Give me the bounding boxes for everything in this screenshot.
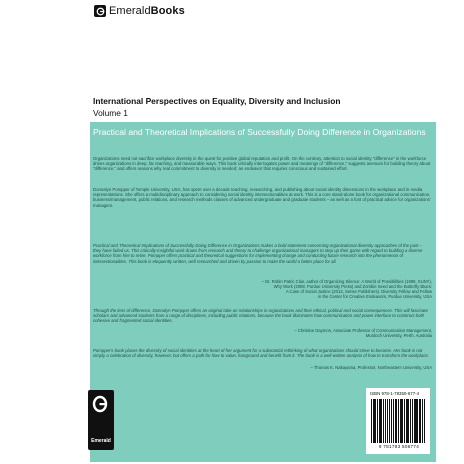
review-attribution-3 bbox=[132, 365, 432, 370]
series-volume: Volume 1 bbox=[93, 108, 128, 118]
barcode-bar bbox=[389, 399, 390, 443]
brand-wordmark: EmeraldBooks bbox=[109, 5, 185, 17]
barcode-bar bbox=[383, 399, 384, 443]
isbn-label: ISBN 978-1-78350-677-4 bbox=[370, 391, 420, 396]
barcode-bar bbox=[400, 399, 401, 443]
review-quote-2: Through the lens of difference, Donnalyn Pompper offers an original take on relationships in organizations and their ethical, political and social consequences. This will fascinate scholars and advanced students from a range of disciplines, including public relations, because the book illuminates how communication and power interface to construct both cohesive and fragmented social identities. bbox=[93, 308, 428, 324]
barcode-bar bbox=[371, 399, 372, 443]
review-attribution-1 bbox=[132, 279, 432, 299]
attribution-line: in the Center for Creative Endeavors, Purdue University, USA bbox=[318, 294, 432, 300]
publisher-logo bbox=[88, 390, 114, 450]
barcode-bar bbox=[379, 399, 380, 443]
review-attribution-2 bbox=[132, 328, 432, 338]
isbn-digits: 9 781783 506774 bbox=[378, 444, 420, 449]
barcode-bar bbox=[401, 399, 402, 443]
barcode-bar bbox=[412, 399, 413, 443]
review-quote-3: Pompper's book places the diversity of social identities at the heart of her argument for a substantial rethinking of what organizations should strive to become. Her book is not simply a celebration of diversity, however, but offers a path for how to value, foreground and benefit from it. The book is a well-written analysis of how to transform the workplace. bbox=[93, 348, 429, 359]
barcode-bar bbox=[380, 399, 382, 443]
attribution-line: Murdoch University, Perth, Australia bbox=[365, 333, 432, 339]
barcode-bar bbox=[374, 399, 375, 443]
barcode-bar bbox=[422, 399, 423, 443]
publisher-name: Emerald bbox=[91, 438, 111, 444]
book-title: Practical and Theoretical Implications of Successfully Doing Difference in Organizations bbox=[93, 127, 426, 137]
barcode-bar bbox=[404, 399, 405, 443]
barcode-bar bbox=[424, 399, 425, 443]
barcode-bar bbox=[391, 399, 392, 443]
emerald-ring-icon bbox=[92, 395, 108, 413]
blurb-paragraph-2: Donnalyn Pompper of Temple University, USA, has spent over a decade teaching, researching, and publishing about social identity dimensions in the workplace and in media representations. She offers a multidisciplinary approach to considering social identity intersectionalities at work. This is a core stand-alone book for organizational communication, business/management, public relations, and research methods classes of advanced undergraduate and graduate students – as well as a font of practical advice for organizations' managers. bbox=[93, 187, 431, 208]
barcode-bar bbox=[385, 399, 386, 443]
barcode-bar bbox=[415, 399, 417, 443]
barcode-bar bbox=[410, 399, 411, 443]
barcode-bar bbox=[395, 399, 397, 443]
barcode-bar bbox=[407, 399, 408, 443]
barcode-bar bbox=[373, 399, 374, 443]
attribution-line: – Thomas K. Nakayama, Professor, Northeastern University, USA bbox=[310, 365, 432, 370]
barcode-bar bbox=[393, 399, 394, 443]
barcode-bar bbox=[406, 399, 407, 443]
attribution-line: – Dr. Robin Patric Clair, author of Organizing Silence: A World of Possibilities (1998, SUNY), bbox=[261, 279, 432, 284]
series-title: International Perspectives on Equality, Diversity and Inclusion bbox=[93, 96, 341, 106]
barcode-bar bbox=[377, 399, 378, 443]
barcode-bar bbox=[414, 399, 415, 443]
blurb-paragraph-1: Organizations need not sacrifice workplace diversity in the quest for positive global reputation and profit. On the contrary, attention to social identity "difference" in the workforce drives organizations in deep, far reaching, and measurable ways. This book critically interrogates power and meanings of "difference," suggests avenues for building theory about "difference," and offers reasons why real commitment to diversity is needed; an endeavor that requires conscious and sustained effort. bbox=[93, 156, 431, 172]
review-quote-1: Practical and Theoretical Implications of Successfully Doing Difference in Organizations makes a bold statement concerning organizational diversity approaches of the past – they have failed us. This critically-insightful work draws from research and theory to challenge organizational managers to step up their game with regard to building a diverse workforce from hire to retire. Pompper offers practical and theoretical suggestions for implementing change and conducting future research into the phenomenon of intersectionalities. This book is eloquently written, well researched and driven by passion to make the world a better place for all. bbox=[93, 243, 423, 264]
barcode-bar bbox=[419, 399, 420, 443]
barcode-bar bbox=[398, 399, 399, 443]
barcode-icon bbox=[371, 399, 426, 443]
barcode-bar bbox=[387, 399, 388, 443]
emerald-logo-icon bbox=[94, 5, 106, 17]
isbn-barcode-block bbox=[366, 388, 430, 454]
emerald-books-brand bbox=[94, 4, 185, 18]
barcode-bar bbox=[420, 399, 421, 443]
attribution-line: A Case of Social Justice (2013, Sense Publishers). Diversity Fellow and Fellow bbox=[285, 289, 432, 295]
attribution-line: Why Work (2008, Purdue University Press) and Zombie Seed and the Butterfly Blues: bbox=[273, 284, 432, 290]
attribution-line: – Christine Daymon, Associate Professor of Communication Management, bbox=[294, 328, 432, 333]
